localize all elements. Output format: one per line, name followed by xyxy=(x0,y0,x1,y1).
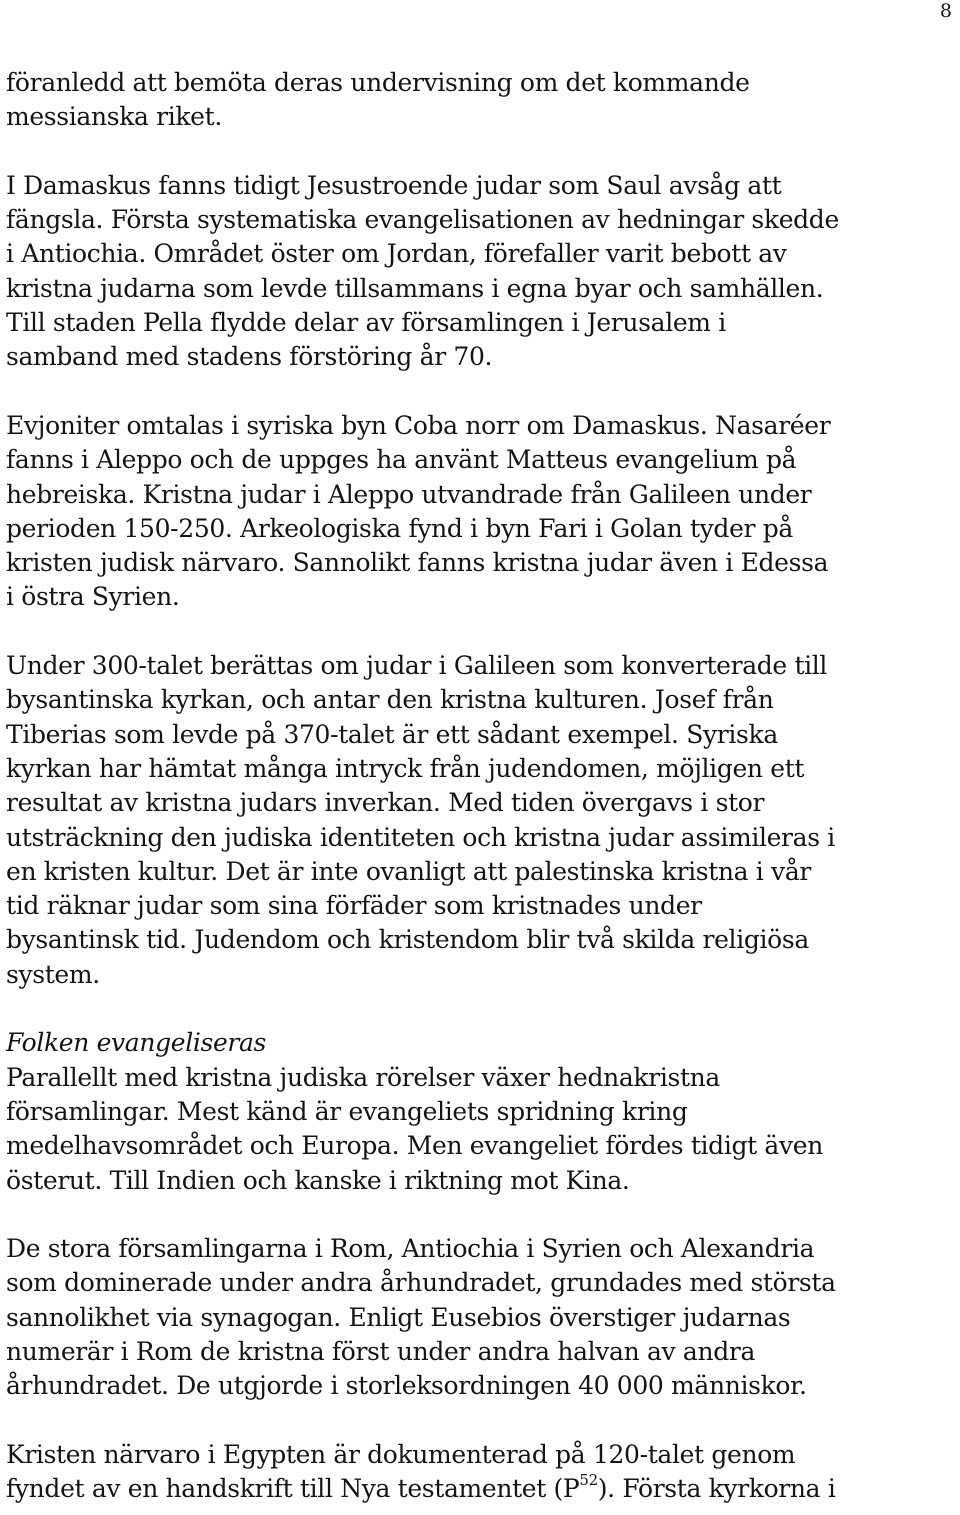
text-line: utsträckning den judiska identiteten och kristna judar assimileras i xyxy=(6,822,835,852)
page-number: 8 xyxy=(939,0,952,22)
text-line: församlingar. Mest känd är evangeliets spridning kring xyxy=(6,1096,688,1126)
text-line: Till staden Pella flydde delar av församlingen i Jerusalem i xyxy=(6,308,726,338)
text-line: Kristen närvaro i Egypten är dokumenterad på 120-talet genom xyxy=(6,1439,796,1469)
document-body xyxy=(6,66,956,1506)
paragraph-stora-forsamlingarna xyxy=(6,1232,956,1403)
paragraph-hednakristna xyxy=(6,1061,956,1198)
text-line: århundradet. De utgjorde i storleksordningen 40 000 människor. xyxy=(6,1371,807,1401)
text-line: fanns i Aleppo och de uppges ha använt Matteus evangelium på xyxy=(6,445,797,475)
text-line: föranledd att bemöta deras undervisning om det kommande xyxy=(6,68,750,97)
text-line: messianska riket. xyxy=(6,102,222,132)
text-line: i Antiochia. Området öster om Jordan, förefaller varit bebott av xyxy=(6,239,787,269)
paragraph-egypten xyxy=(6,1438,956,1507)
text-line: fängsla. Första systematiska evangelisationen av hedningar skedde xyxy=(6,205,839,235)
text-line: bysantinska kyrkan, och antar den kristna kulturen. Josef från xyxy=(6,685,774,715)
text-line: kristna judarna som levde tillsammans i egna byar och samhällen. xyxy=(6,273,824,303)
text-line: numerär i Rom de kristna först under andra halvan av andra xyxy=(6,1336,755,1366)
text-fragment: ). Första kyrkorna i xyxy=(597,1474,836,1504)
text-line: Tiberias som levde på 370-talet är ett sådant exempel. Syriska xyxy=(6,719,778,749)
text-line: som dominerade under andra århundradet, grundades med största xyxy=(6,1268,836,1298)
text-line: medelhavsområdet och Europa. Men evangeliet fördes tidigt även xyxy=(6,1131,823,1161)
text-line: kyrkan har hämtat många intryck från judendomen, möjligen ett xyxy=(6,753,805,783)
text-line: perioden 150-250. Arkeologiska fynd i byn Fari i Golan tyder på xyxy=(6,513,793,543)
paragraph-damascus xyxy=(6,169,956,375)
text-line: I Damaskus fanns tidigt Jesustroende judar som Saul avsåg att xyxy=(6,170,782,200)
text-line: kristen judisk närvaro. Sannolikt fanns kristna judar även i Edessa xyxy=(6,548,829,578)
text-line: en kristen kultur. Det är inte ovanligt att palestinska kristna i vår xyxy=(6,856,811,886)
text-line: samband med stadens förstöring år 70. xyxy=(6,342,493,372)
text-line-with-superscript xyxy=(6,1472,956,1506)
text-line: system. xyxy=(6,959,100,989)
text-line: Parallellt med kristna judiska rörelser växer hednakristna xyxy=(6,1062,720,1092)
paragraph-evjoniter xyxy=(6,409,956,615)
section-heading: Folken evangeliseras xyxy=(6,1028,267,1058)
text-fragment: fyndet av en handskrift till Nya testamentet (P xyxy=(6,1474,580,1504)
text-line: sannolikhet via synagogan. Enligt Eusebios överstiger judarnas xyxy=(6,1302,791,1332)
text-line: tid räknar judar som sina förfäder som kristnades under xyxy=(6,891,702,921)
paragraph-300-talet xyxy=(6,649,956,992)
text-line: bysantinsk tid. Judendom och kristendom blir två skilda religiösa xyxy=(6,925,809,955)
text-line: hebreiska. Kristna judar i Aleppo utvandrade från Galileen under xyxy=(6,479,812,509)
text-line: resultat av kristna judars inverkan. Med tiden övergavs i stor xyxy=(6,788,765,818)
text-line: Evjoniter omtalas i syriska byn Coba norr om Damaskus. Nasaréer xyxy=(6,410,831,440)
text-line: De stora församlingarna i Rom, Antiochia i Syrien och Alexandria xyxy=(6,1234,815,1264)
text-line: Under 300-talet berättas om judar i Galileen som konverterade till xyxy=(6,651,828,681)
text-line: i östra Syrien. xyxy=(6,582,180,612)
paragraph-messianic-kingdom xyxy=(6,66,956,135)
superscript-number: 52 xyxy=(579,1470,598,1489)
text-line: österut. Till Indien och kanske i riktning mot Kina. xyxy=(6,1165,630,1195)
